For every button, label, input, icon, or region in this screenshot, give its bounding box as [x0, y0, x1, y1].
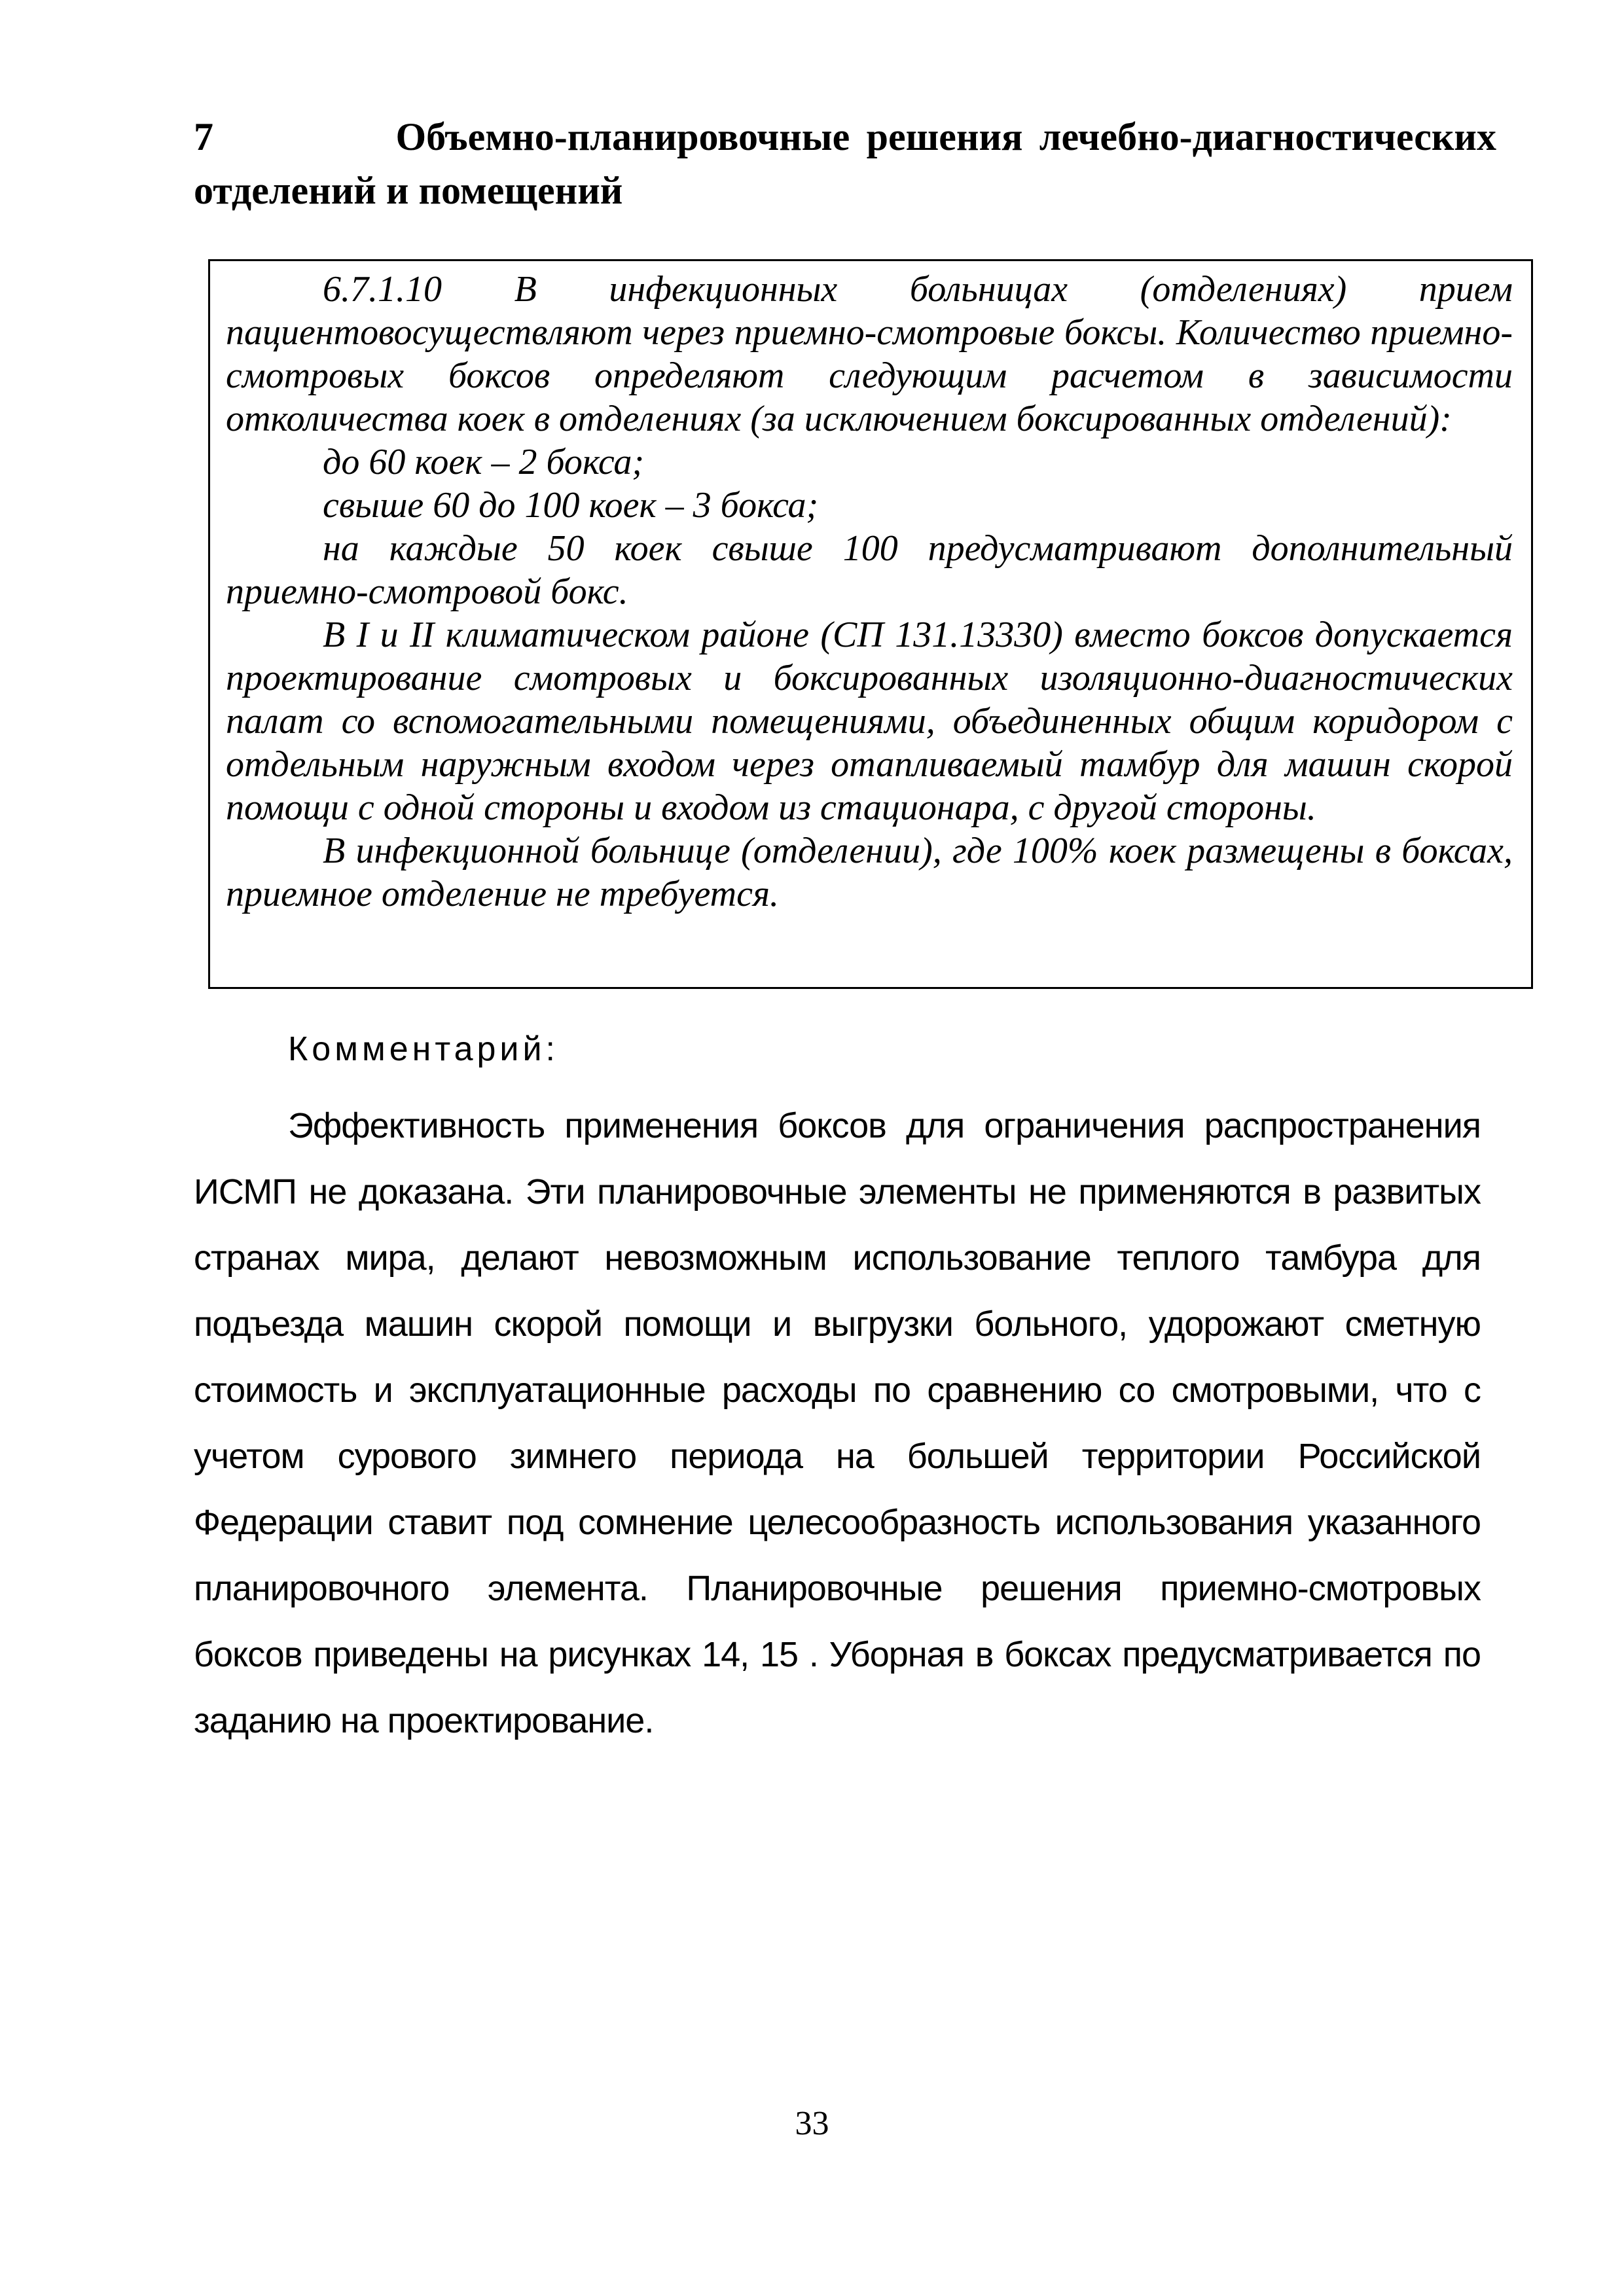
- comment-label: Комментарий:: [288, 1030, 559, 1068]
- norm-quote-box: [208, 259, 1533, 989]
- section-title: Объемно-планировочные решения лечебно-диагностических отделений и помещений: [194, 115, 1497, 212]
- section-heading: [194, 110, 1496, 217]
- quote-paragraph: на каждые 50 коек свыше 100 предусматривают дополнительный приемно-смотровой бокс.: [226, 528, 1513, 612]
- quote-paragraph: свыше 60 до 100 коек – 3 бокса;: [323, 485, 819, 526]
- quote-paragraph: В I и II климатическом районе (СП 131.13330) вместо боксов допускается проектирование смотровых и боксированных изоляционно-диагностических палат со вспомогательными помещениями, объединенных общим коридором с отдельным наружным входом через отапливаемый тамбур для машин скорой помощи с одной стороны и входом из стационара, с другой стороны.: [226, 615, 1513, 828]
- quote-paragraph: В инфекционной больнице (отделении), где 100% коек размещены в боксах, приемное отделение не требуется.: [226, 831, 1513, 914]
- comment-body: Эффективность применения боксов для ограничения распространения ИСМП не доказана. Эти планировочные элементы не применяются в развитых странах мира, делают невозможным использование теплого тамбура для подъезда машин скорой помощи и выгрузки больного, удорожают сметную стоимость и эксплуатационные расходы по сравнению со смотровыми, что с учетом сурового зимнего периода на большей территории Российской Федерации ставит под сомнение целесообразность использования указанного планировочного элемента. Планировочные решения приемно-смотровых боксов приведены на рисунках 14, 15 . Уборная в боксах предусматривается по заданию на проектирование.: [194, 1106, 1481, 1740]
- section-number: 7: [194, 115, 213, 158]
- page-number: 33: [795, 2105, 829, 2142]
- quote-paragraph: 6.7.1.10 В инфекционных больницах (отделениях) прием пациентовосуществляют через приемно-смотровые боксы. Количество приемно-смотровых боксов определяют следующим расчетом в зависимости отколичества коек в отделениях (за исключением боксированных отделений):: [226, 269, 1513, 439]
- quote-paragraph: до 60 коек – 2 бокса;: [323, 442, 644, 482]
